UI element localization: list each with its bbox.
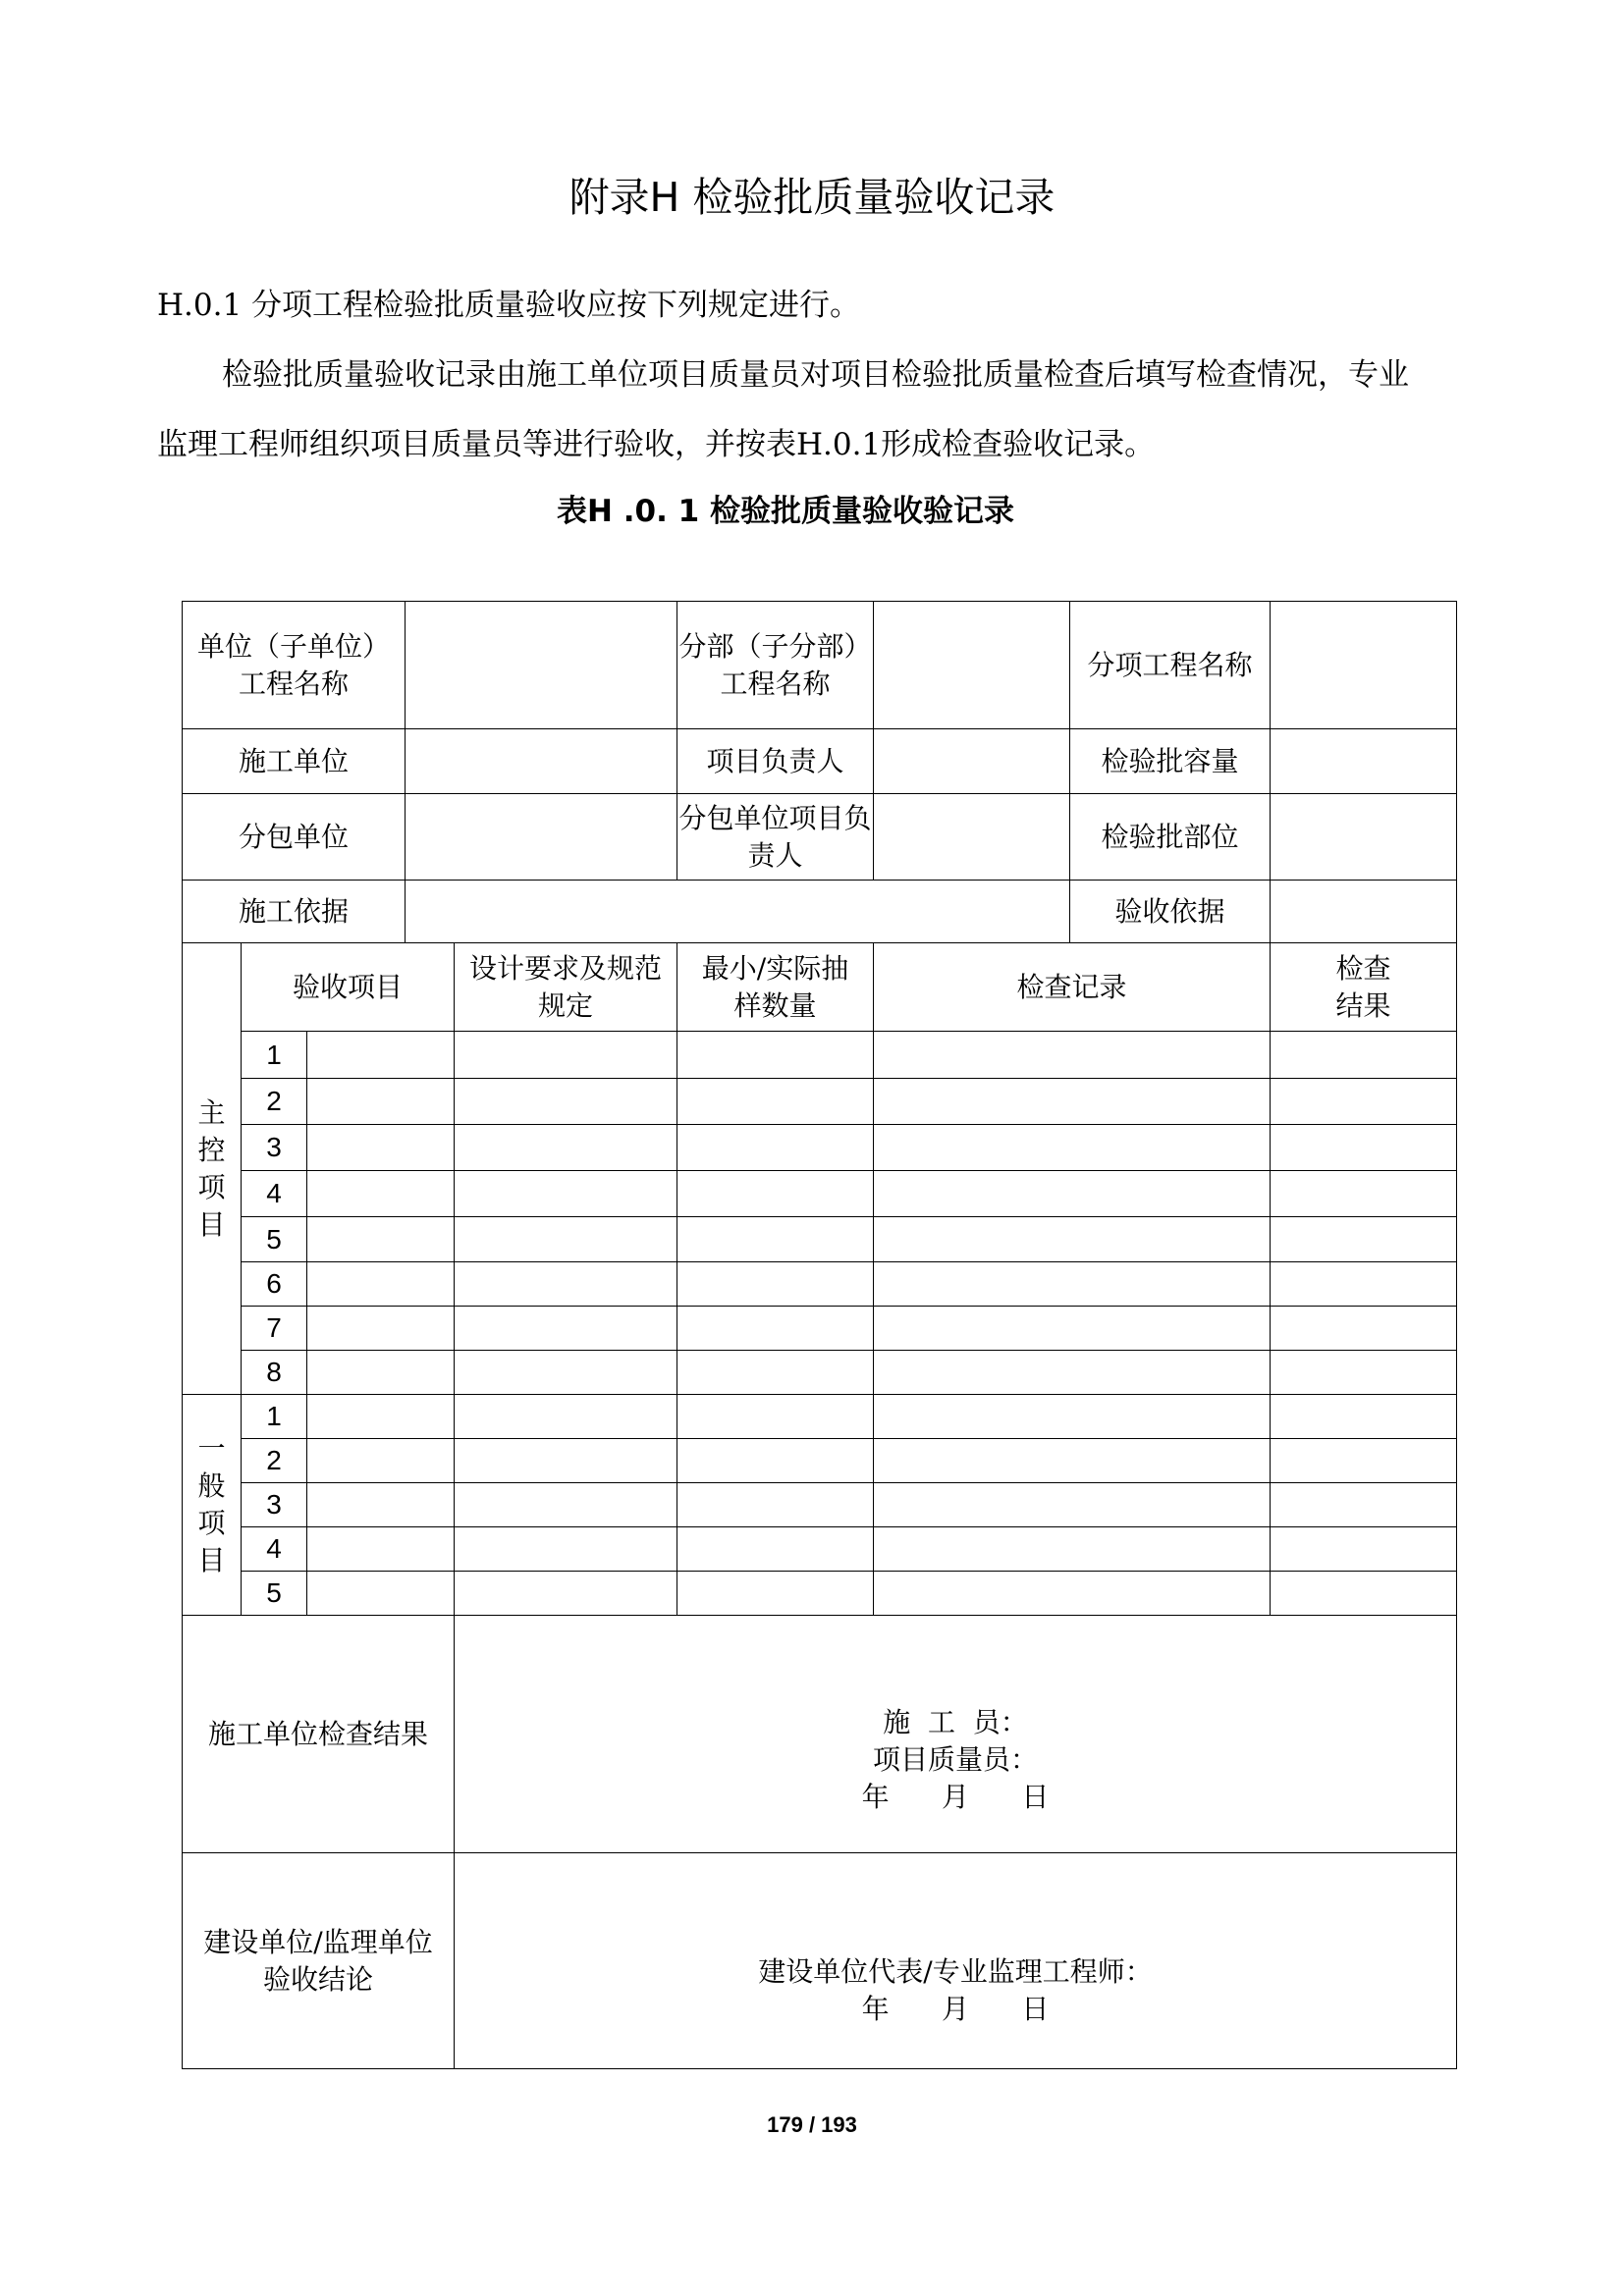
table-row [183, 1439, 1457, 1483]
design-cell[interactable] [455, 1395, 677, 1439]
batch-location-label: 检验批部位 [1070, 794, 1271, 881]
contractor-row [183, 729, 1457, 794]
record-cell[interactable] [874, 1125, 1271, 1171]
subcontractor-value[interactable] [406, 794, 677, 881]
col-header-sample: 最小/实际抽 样数量 [677, 943, 874, 1032]
result-cell[interactable] [1271, 1572, 1457, 1616]
result-cell[interactable] [1271, 1483, 1457, 1527]
result-cell[interactable] [1271, 1217, 1457, 1262]
table-row [183, 1395, 1457, 1439]
subitem-name-label: 分项工程名称 [1070, 602, 1271, 729]
sample-cell[interactable] [677, 1262, 874, 1307]
contractor-sig-quality: 项目质量员： [873, 1742, 1039, 1776]
division-name-label: 分部（子分部） 工程名称 [677, 602, 874, 729]
table-row [183, 1217, 1457, 1262]
division-name-value[interactable] [874, 602, 1070, 729]
batch-location-value[interactable] [1271, 794, 1457, 881]
design-cell[interactable] [455, 1217, 677, 1262]
design-cell[interactable] [455, 1527, 677, 1572]
sample-cell[interactable] [677, 1395, 874, 1439]
project-manager-value[interactable] [874, 729, 1070, 794]
col-header-result: 检查 结果 [1271, 943, 1457, 1032]
record-cell[interactable] [874, 1395, 1271, 1439]
design-cell[interactable] [455, 1079, 677, 1125]
sample-cell[interactable] [677, 1032, 874, 1079]
result-cell[interactable] [1271, 1171, 1457, 1217]
item-name-cell[interactable] [307, 1395, 455, 1439]
sample-cell[interactable] [677, 1217, 874, 1262]
result-cell[interactable] [1271, 1395, 1457, 1439]
table-row [183, 1483, 1457, 1527]
record-cell[interactable] [874, 1483, 1271, 1527]
batch-capacity-value[interactable] [1271, 729, 1457, 794]
record-cell[interactable] [874, 1262, 1271, 1307]
page-title: 附录H 检验批质量验收记录 [568, 174, 1056, 221]
design-cell[interactable] [455, 1483, 677, 1527]
table-row [183, 1307, 1457, 1351]
body-paragraph-line-2: 监理工程师组织项目质量员等进行验收，并按表H.0.1形成检查验收记录。 [157, 427, 1156, 462]
sample-cell[interactable] [677, 1572, 874, 1616]
general-items-group: 一 般 项 目 [183, 1395, 242, 1616]
general-item-number: 5 [242, 1572, 307, 1616]
item-name-cell[interactable] [307, 1572, 455, 1616]
item-name-cell[interactable] [307, 1439, 455, 1483]
general-item-number: 3 [242, 1483, 307, 1527]
inspection-batch-record-table [182, 601, 1457, 2069]
item-name-cell[interactable] [307, 1079, 455, 1125]
main-item-number: 6 [242, 1262, 307, 1307]
design-cell[interactable] [455, 1439, 677, 1483]
sample-cell[interactable] [677, 1527, 874, 1572]
record-cell[interactable] [874, 1171, 1271, 1217]
record-cell[interactable] [874, 1217, 1271, 1262]
project-manager-label: 项目负责人 [677, 729, 874, 794]
acceptance-basis-value[interactable] [1271, 881, 1457, 943]
sample-cell[interactable] [677, 1171, 874, 1217]
table-row [183, 1351, 1457, 1395]
result-cell[interactable] [1271, 1125, 1457, 1171]
design-cell[interactable] [455, 1171, 677, 1217]
table-row [183, 1171, 1457, 1217]
general-item-number: 1 [242, 1395, 307, 1439]
sample-cell[interactable] [677, 1483, 874, 1527]
contractor-value[interactable] [406, 729, 677, 794]
result-cell[interactable] [1271, 1079, 1457, 1125]
unit-name-value[interactable] [406, 602, 677, 729]
owner-signature-area[interactable] [455, 1853, 1457, 2069]
main-item-number: 1 [242, 1032, 307, 1079]
main-item-number: 5 [242, 1217, 307, 1262]
item-name-cell[interactable] [307, 1217, 455, 1262]
design-cell[interactable] [455, 1351, 677, 1395]
table-row [183, 1262, 1457, 1307]
record-cell[interactable] [874, 1032, 1271, 1079]
basis-row [183, 881, 1457, 943]
table-caption: 表H .0. 1 检验批质量验收验记录 [556, 494, 1014, 529]
page-number: 179 / 193 [767, 2112, 857, 2137]
owner-conclusion-label: 建设单位/监理单位 验收结论 [183, 1853, 455, 2069]
clause-heading: H.0.1 分项工程检验批质量验收应按下列规定进行。 [157, 288, 861, 323]
col-header-design: 设计要求及规范 规定 [455, 943, 677, 1032]
unit-name-label: 单位（子单位） 工程名称 [183, 602, 406, 729]
item-name-cell[interactable] [307, 1171, 455, 1217]
record-cell[interactable] [874, 1439, 1271, 1483]
sample-cell[interactable] [677, 1307, 874, 1351]
record-cell[interactable] [874, 1351, 1271, 1395]
design-cell[interactable] [455, 1262, 677, 1307]
item-name-cell[interactable] [307, 1527, 455, 1572]
col-header-item: 验收项目 [242, 943, 455, 1032]
design-cell[interactable] [455, 1307, 677, 1351]
result-cell[interactable] [1271, 1439, 1457, 1483]
contractor-signature-area[interactable] [455, 1616, 1457, 1853]
col-header-record: 检查记录 [874, 943, 1271, 1032]
sample-cell[interactable] [677, 1079, 874, 1125]
table-row [183, 1527, 1457, 1572]
item-name-cell[interactable] [307, 1125, 455, 1171]
item-name-cell[interactable] [307, 1483, 455, 1527]
subcontractor-row [183, 794, 1457, 881]
design-cell[interactable] [455, 1032, 677, 1079]
batch-capacity-label: 检验批容量 [1070, 729, 1271, 794]
contractor-result-label: 施工单位检查结果 [183, 1616, 455, 1853]
result-cell[interactable] [1271, 1307, 1457, 1351]
main-item-number: 3 [242, 1125, 307, 1171]
main-control-items-group: 主 控 项 目 [183, 943, 242, 1395]
table-row [183, 1572, 1457, 1616]
result-cell[interactable] [1271, 1032, 1457, 1079]
table-row [183, 1125, 1457, 1171]
item-name-cell[interactable] [307, 1032, 455, 1079]
result-cell[interactable] [1271, 1262, 1457, 1307]
contractor-label: 施工单位 [183, 729, 406, 794]
owner-conclusion-row [183, 1853, 1457, 2069]
items-header-row [183, 943, 1457, 1032]
sample-cell[interactable] [677, 1351, 874, 1395]
contractor-result-row [183, 1616, 1457, 1853]
subcontractor-label: 分包单位 [183, 794, 406, 881]
body-paragraph-line-1: 检验批质量验收记录由施工单位项目质量员对项目检验批质量检查后填写检查情况，专业 [222, 357, 1409, 393]
table-row [183, 1032, 1457, 1079]
main-item-number: 4 [242, 1171, 307, 1217]
item-name-cell[interactable] [307, 1307, 455, 1351]
table-row [183, 1079, 1457, 1125]
design-cell[interactable] [455, 1572, 677, 1616]
design-cell[interactable] [455, 1125, 677, 1171]
sample-cell[interactable] [677, 1125, 874, 1171]
main-item-number: 8 [242, 1351, 307, 1395]
project-name-row [183, 602, 1457, 729]
result-cell[interactable] [1271, 1527, 1457, 1572]
item-name-cell[interactable] [307, 1262, 455, 1307]
construction-basis-label: 施工依据 [183, 881, 406, 943]
owner-sig-date: 年 月 日 [861, 1992, 1050, 2025]
item-name-cell[interactable] [307, 1351, 455, 1395]
sub-project-manager-label: 分包单位项目负 责人 [677, 794, 874, 881]
main-item-number: 2 [242, 1079, 307, 1125]
result-cell[interactable] [1271, 1351, 1457, 1395]
contractor-sig-date: 年 月 日 [861, 1780, 1050, 1813]
contractor-sig-constructor: 施 工 员： [883, 1705, 1028, 1738]
general-item-number: 4 [242, 1527, 307, 1572]
construction-basis-value[interactable] [406, 881, 1070, 943]
record-cell[interactable] [874, 1307, 1271, 1351]
record-cell[interactable] [874, 1572, 1271, 1616]
record-cell[interactable] [874, 1079, 1271, 1125]
general-item-number: 2 [242, 1439, 307, 1483]
sample-cell[interactable] [677, 1439, 874, 1483]
subitem-name-value[interactable] [1271, 602, 1457, 729]
record-cell[interactable] [874, 1527, 1271, 1572]
main-item-number: 7 [242, 1307, 307, 1351]
sub-project-manager-value[interactable] [874, 794, 1070, 881]
owner-sig-representative: 建设单位代表/专业监理工程师： [758, 1954, 1153, 1988]
acceptance-basis-label: 验收依据 [1070, 881, 1271, 943]
